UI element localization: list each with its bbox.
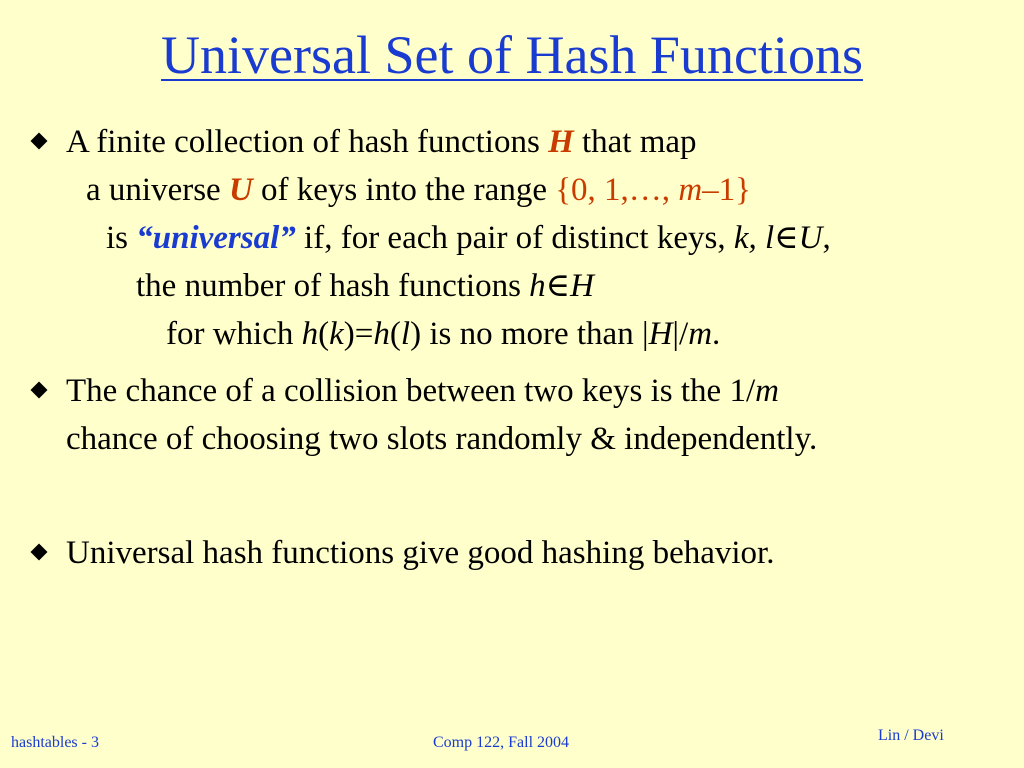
var-h: h [373,316,390,352]
text: , [822,220,831,256]
text: is [106,220,137,256]
range-open: {0, 1,…, [555,172,679,208]
bullet-2-marker [31,382,48,399]
var-m: m [688,316,713,352]
text: ( [389,316,401,352]
var-k: k [329,316,344,352]
footer-center: Comp 122, Fall 2004 [433,734,570,751]
element-of: ∈ [774,220,799,256]
text: that map [573,124,697,160]
bullet-1-line-2 [86,170,751,210]
universe-U: U [798,220,823,256]
text: a universe [86,172,229,208]
var-h: h [301,316,319,352]
universe-U: U [228,172,253,208]
bullet-1-line-5 [166,314,720,354]
universal-term: “universal” [136,220,296,256]
bullet-2-line-1 [66,371,779,411]
text: ) is no more than | [410,316,649,352]
bullet-1-line-3 [106,218,831,258]
bullet-1-marker [31,133,48,150]
text: |/ [672,316,689,352]
element-of: ∈ [545,268,571,304]
text: for which [166,316,302,352]
slide-title: Universal Set of Hash Functions [161,25,863,85]
bullet-3-line-1: Universal hash functions give good hashing behavior. [66,535,775,571]
text: )= [343,316,374,352]
range-m: m [678,172,703,208]
text: ( [318,316,330,352]
footer-left: hashtables - 3 [11,734,99,751]
bullet-1-line-1 [66,122,697,162]
bullet-3-marker [31,544,48,561]
set-H: H [548,124,574,160]
keys-kl: k, l [733,220,775,256]
var-h: h [529,268,546,304]
text: The chance of a collision between two keys is the 1/ [66,373,756,409]
set-H: H [570,268,594,304]
text: . [712,316,721,352]
bullet-1-line-4 [136,266,594,306]
var-m: m [755,373,779,409]
set-H: H [648,316,673,352]
text: if, for each pair of distinct keys, [295,220,734,256]
text: of keys into the range [252,172,556,208]
var-l: l [400,316,411,352]
text: A finite collection of hash functions [66,124,549,160]
range-close: –1} [702,172,751,208]
text: the number of hash functions [136,268,530,304]
footer-right: Lin / Devi [878,727,944,744]
bullet-2-line-2: chance of choosing two slots randomly & independently. [66,421,818,457]
